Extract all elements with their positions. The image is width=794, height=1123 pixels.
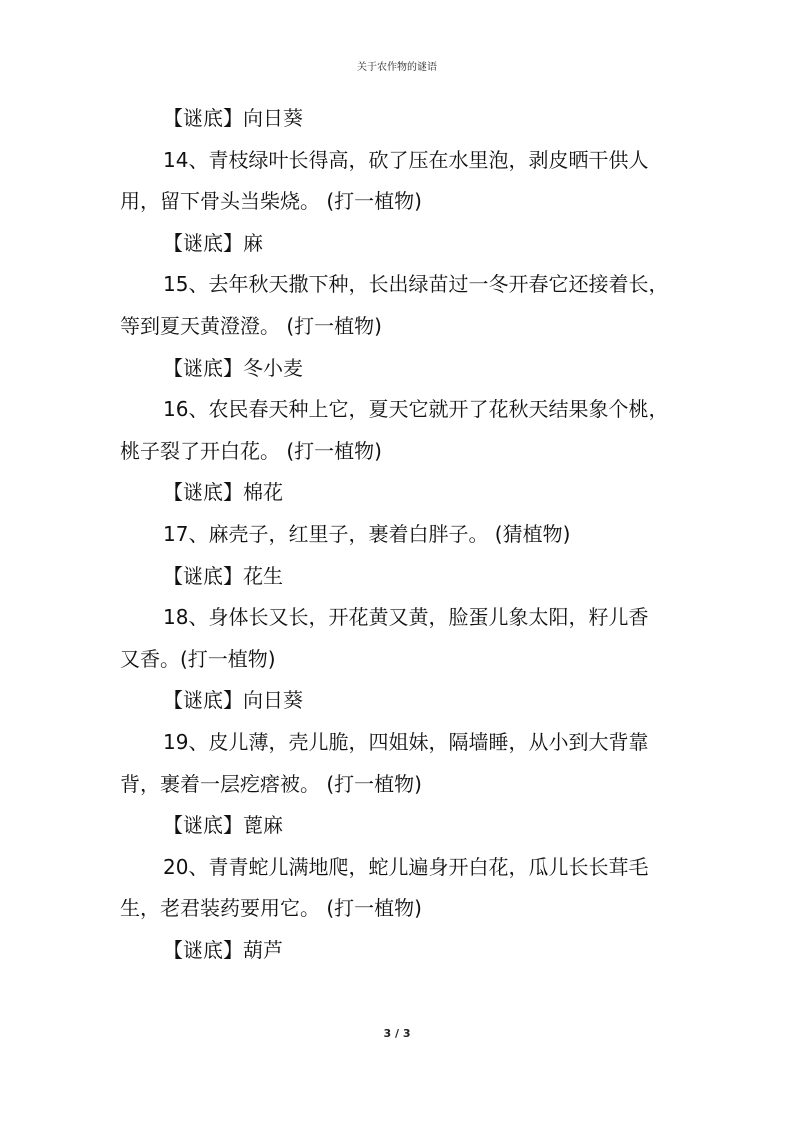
text-line: 【谜底】蓖麻: [163, 813, 283, 838]
text-line: 生，老君装药要用它。 (打一植物): [120, 896, 422, 921]
text-line: 【谜底】向日葵: [163, 688, 303, 713]
text-line: 【谜底】向日葵: [163, 106, 303, 130]
text-line: 19、皮儿薄，壳儿脆，四姐妹，隔墙睡，从小到大背靠: [163, 729, 649, 754]
text-line: 等到夏天黄澄澄。 (打一植物): [120, 313, 382, 338]
text-line: 又香。(打一植物): [120, 646, 276, 671]
text-line: 【谜底】冬小麦: [163, 355, 303, 380]
text-line: 16、农民春天种上它，夏天它就开了花秋天结果象个桃，: [163, 397, 669, 422]
text-line: 用，留下骨头当柴烧。 (打一植物): [120, 189, 422, 214]
text-line: 背，裹着一层疙瘩被。 (打一植物): [120, 771, 422, 796]
text-line: 20、青青蛇儿满地爬，蛇儿遍身开白花，瓜儿长长茸毛: [163, 854, 649, 879]
text-line: 【谜底】花生: [163, 563, 283, 588]
document-body: [120, 98, 680, 971]
text-line: 【谜底】麻: [163, 230, 263, 255]
text-line: 【谜底】葫芦: [163, 937, 283, 962]
page-number: 3 / 3: [383, 1027, 411, 1040]
text-line: 18、身体长又长，开花黄又黄，脸蛋儿象太阳，籽儿香: [163, 605, 649, 630]
text-line: 14、青枝绿叶长得高，砍了压在水里泡，剥皮晒干供人: [163, 147, 649, 172]
text-line: 15、去年秋天撒下种，长出绿苗过一冬开春它还接着长，: [163, 272, 669, 297]
page-header: 关于农作物的谜语: [357, 62, 437, 73]
text-line: 【谜底】棉花: [163, 480, 283, 505]
text-line: 17、麻壳子，红里子，裹着白胖子。 (猜植物): [163, 521, 571, 546]
text-line: 桃子裂了开白花。 (打一植物): [120, 438, 382, 463]
